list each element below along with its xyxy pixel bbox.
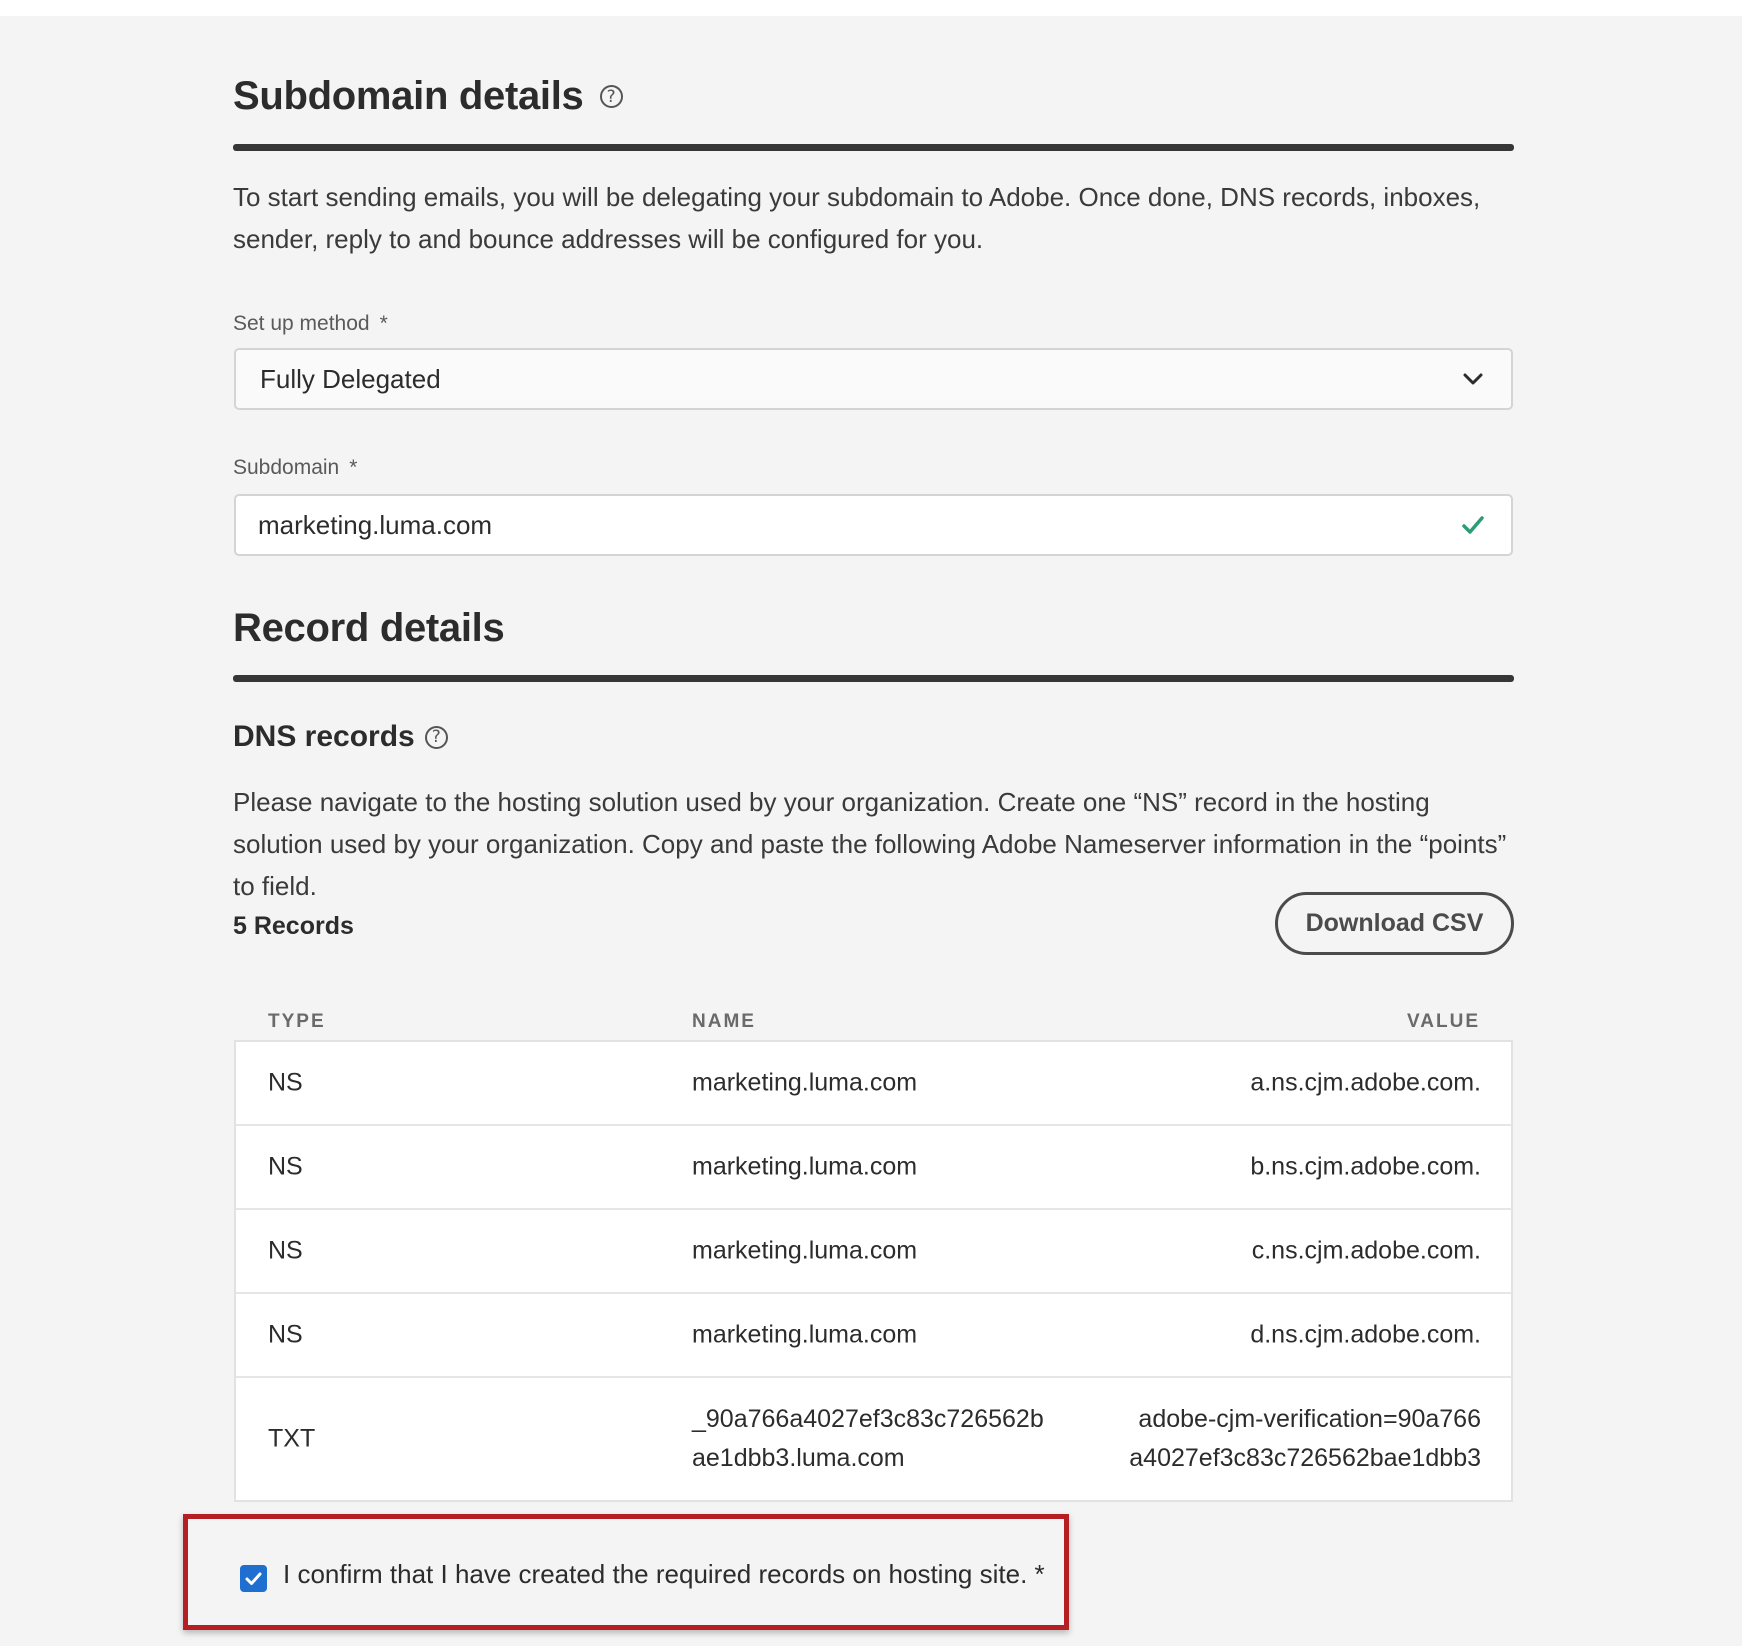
cell-name: marketing.luma.com [692,1236,918,1265]
table-row [236,1042,1511,1126]
subdomain-details-heading [233,74,623,119]
section-divider [233,144,1514,151]
table-row [236,1378,1511,1500]
cell-value: d.ns.cjm.adobe.com. [1250,1320,1481,1349]
column-header-name[interactable]: NAME [692,1011,756,1032]
cell-value: adobe-cjm-verification=90a766 a4027ef3c83c726562bae1dbb3 [1129,1405,1481,1472]
dns-description: Please navigate to the hosting solution used by your organization. Create one “NS” record in the hosting solution used by your organization. Copy and paste the following Adobe Nameserver information in the “points” to field. [233,787,1507,901]
dns-records-heading [233,720,448,754]
confirm-checkbox[interactable] [240,1565,267,1592]
cell-value: b.ns.cjm.adobe.com. [1250,1152,1481,1181]
dns-records-table [234,1040,1513,1502]
cell-name: marketing.luma.com [692,1068,918,1097]
page-background [0,16,1742,1646]
setup-method-value: Fully Delegated [260,363,441,394]
required-mark: * [379,312,388,335]
cell-name: marketing.luma.com [692,1320,918,1349]
subdomain-input[interactable] [234,494,1513,556]
table-row [236,1294,1511,1378]
subdomain-label [233,456,357,480]
subdomain-label-text: Subdomain [233,456,340,479]
dns-records-title: DNS records [233,720,415,753]
confirm-highlight-box [183,1514,1069,1630]
setup-method-label-text: Set up method [233,312,370,335]
download-csv-button[interactable]: Download CSV [1275,892,1514,955]
subdomain-details-title: Subdomain details [233,74,584,118]
cell-value: a.ns.cjm.adobe.com. [1250,1068,1481,1097]
help-icon[interactable]: ? [600,85,623,108]
setup-method-dropdown[interactable] [234,348,1513,410]
checkbox-checked-icon [243,1568,264,1589]
section-divider [233,675,1514,682]
records-count: 5 Records [233,912,354,940]
record-details-heading [233,606,504,651]
table-row [236,1126,1511,1210]
cell-name: _90a766a4027ef3c83c726562b ae1dbb3.luma.com [692,1405,1044,1472]
subdomain-description: To start sending emails, you will be delegating your subdomain to Adobe. Once done, DNS records, inboxes, sender, reply to and bounce addresses will be configured for you. [233,182,1481,254]
checkmark-icon [1459,511,1487,539]
cell-type: NS [268,1236,303,1265]
table-row [236,1210,1511,1294]
chevron-down-icon[interactable] [1459,365,1487,393]
column-header-value[interactable]: VALUE [1407,1011,1480,1032]
help-icon[interactable]: ? [425,726,448,749]
cell-type: TXT [268,1424,316,1453]
confirm-label[interactable]: I confirm that I have created the required records on hosting site. * [283,1559,1045,1589]
required-mark: * [349,456,358,479]
column-header-type[interactable]: TYPE [268,1011,326,1032]
cell-name: marketing.luma.com [692,1152,918,1181]
cell-value: c.ns.cjm.adobe.com. [1251,1236,1481,1265]
subdomain-value: marketing.luma.com [258,509,493,540]
setup-method-label [233,312,388,336]
cell-type: NS [268,1320,303,1349]
cell-type: NS [268,1152,303,1181]
cell-type: NS [268,1068,303,1097]
record-details-title: Record details [233,606,505,650]
